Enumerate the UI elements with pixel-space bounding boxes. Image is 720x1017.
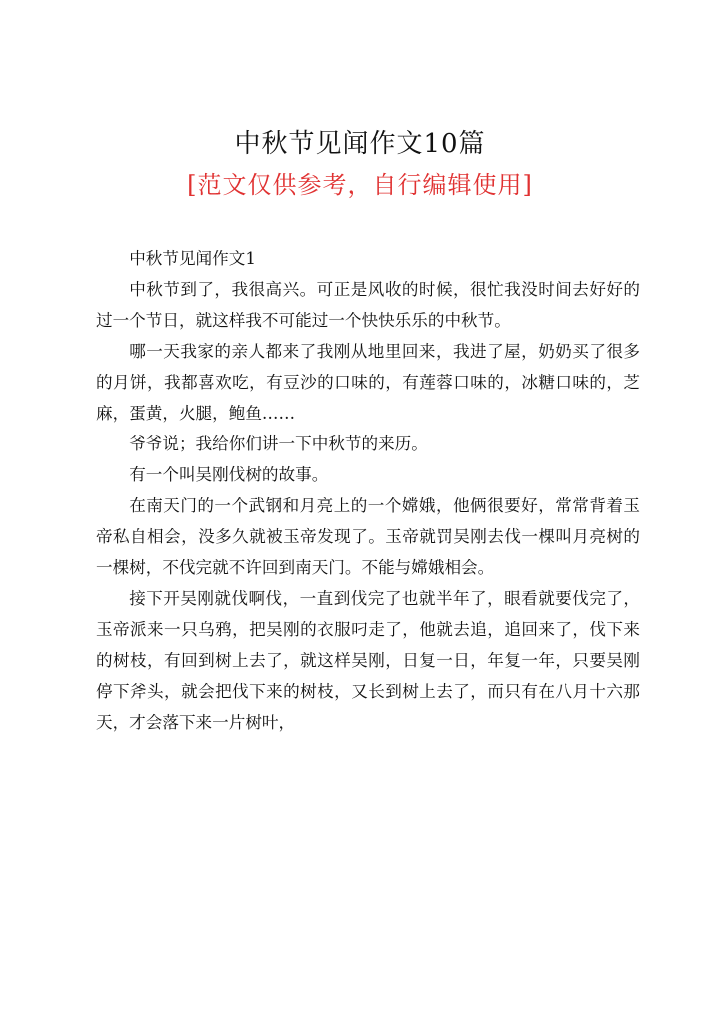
document-subtitle: [范文仅供参考，自行编辑使用]: [187, 171, 533, 199]
section-heading: 中秋节见闻作文1: [129, 249, 256, 268]
paragraph: 在南天门的一个武钢和月亮上的一个嫦娥，他俩很要好，常常背着玉帝私自相会，没多久就被玉帝发现了。玉帝就罚吴刚去伐一棵叫月亮树的一棵树，不伐完就不许回到南天门。不能与嫦娥相会。: [96, 496, 640, 578]
paragraph: 哪一天我家的亲人都来了我刚从地里回来，我进了屋，奶奶买了很多的月饼，我都喜欢吃，有豆沙的口味的，有莲蓉口味的，冰糖口味的，芝麻，蛋黄，火腿，鲍鱼……: [96, 341, 640, 423]
paragraph: 中秋节到了，我很高兴。可正是风收的时候，很忙我没时间去好好的过一个节日，就这样我不可能过一个快快乐乐的中秋节。: [96, 279, 640, 330]
paragraph: 爷爷说；我给你们讲一下中秋节的来历。: [129, 434, 428, 454]
paragraph: 有一个叫吴刚伐树的故事。: [129, 465, 329, 485]
document-title: 中秋节见闻作文10篇: [234, 129, 486, 159]
paragraph: 接下开吴刚就伐啊伐，一直到伐完了也就半年了，眼看就要伐完了，玉帝派来一只乌鸦，把吴刚的衣服叼走了，他就去追，追回来了，伐下来的树枝，有回到树上去了，就这样吴刚，日复一日，年复一年，只要吴刚停下斧头，就会把伐下来的树枝，又长到树上去了，而只有在八月十六那天，才会落下来一片树叶，: [96, 588, 640, 732]
document-body: [96, 244, 640, 739]
